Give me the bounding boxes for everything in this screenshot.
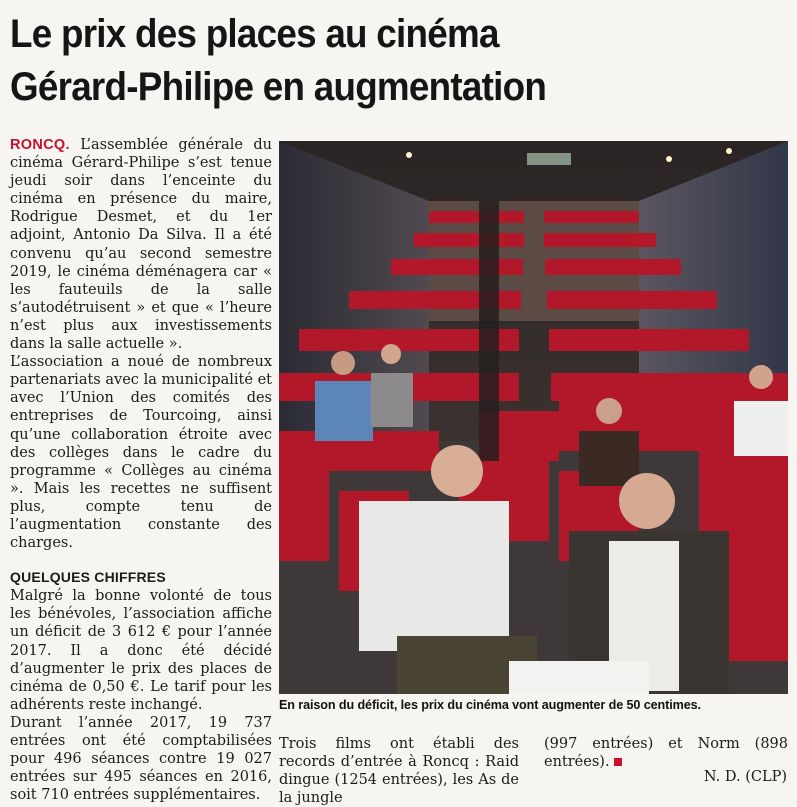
paragraph-3: Malgré la bonne volonté de tous les bénévoles, l’association affiche un déficit de 3 612 € pour l’année 2017. Il a donc été décidé d’augmenter le prix des places de cinéma de 0,50 €. Le tarif pour les adhérents reste inchangé. <box>10 588 272 713</box>
cinema-hall-illustration <box>279 141 788 694</box>
kicker: RONCQ. <box>10 137 70 153</box>
paragraph-6 <box>544 735 788 771</box>
subhead: QUELQUES CHIFFRES <box>10 569 166 586</box>
paragraph-4: Durant l’année 2017, 19 737 entrées ont été comptabilisées pour 496 séances contre 19 027 entrées sur 495 séances en 2016, soit 710 entrées supplémentaires. <box>10 714 272 804</box>
signature: N. D. (CLP) <box>703 769 787 785</box>
end-mark-icon <box>614 758 622 766</box>
headline <box>10 8 728 114</box>
cinema-photo <box>279 141 788 694</box>
headline-line-1: Le prix des places au cinéma <box>10 12 499 56</box>
paragraph-2: L’association a noué de nombreux partenariats avec la municipalité et avec l’Union des comités des entreprises de Tourcoing, ainsi qu’une collaboration étroite avec des collèges dans le cadre du programme « Collèges au cinéma ». Mais les recettes ne suffisent plus, compte tenu de l’augmentation constante des charges. <box>10 354 272 552</box>
article-column-middle <box>279 735 519 807</box>
article-column-right <box>544 735 788 771</box>
paragraph-6-text: (997 entrées) et Norm (898 entrées). <box>544 736 788 771</box>
paragraph-intro <box>10 136 272 353</box>
headline-line-2: Gérard-Philipe en augmentation <box>10 65 547 109</box>
article-column-left <box>10 136 272 804</box>
paragraph-5: Trois films ont établi des records d’entrée à Roncq : Raid dingue (1254 entrées), les As de la jungle <box>279 736 519 807</box>
paragraph-1-text: L’assemblée générale du cinéma Gérard-Philipe s’est tenue jeudi soir dans l’enceinte du cinéma en présence du maire, Rodrigue Desmet, et du 1er adjoint, Antonio Da Silva. Il a été convenu qu’au second semestre 2019, le cinéma déménagera car « les fauteuils de la salle s’autodétruisent » et que « l’heure n’est plus aux investissements dans la salle actuelle ». <box>10 137 273 353</box>
photo-caption: En raison du déficit, les prix du cinéma vont augmenter de 50 centimes. <box>279 698 701 712</box>
